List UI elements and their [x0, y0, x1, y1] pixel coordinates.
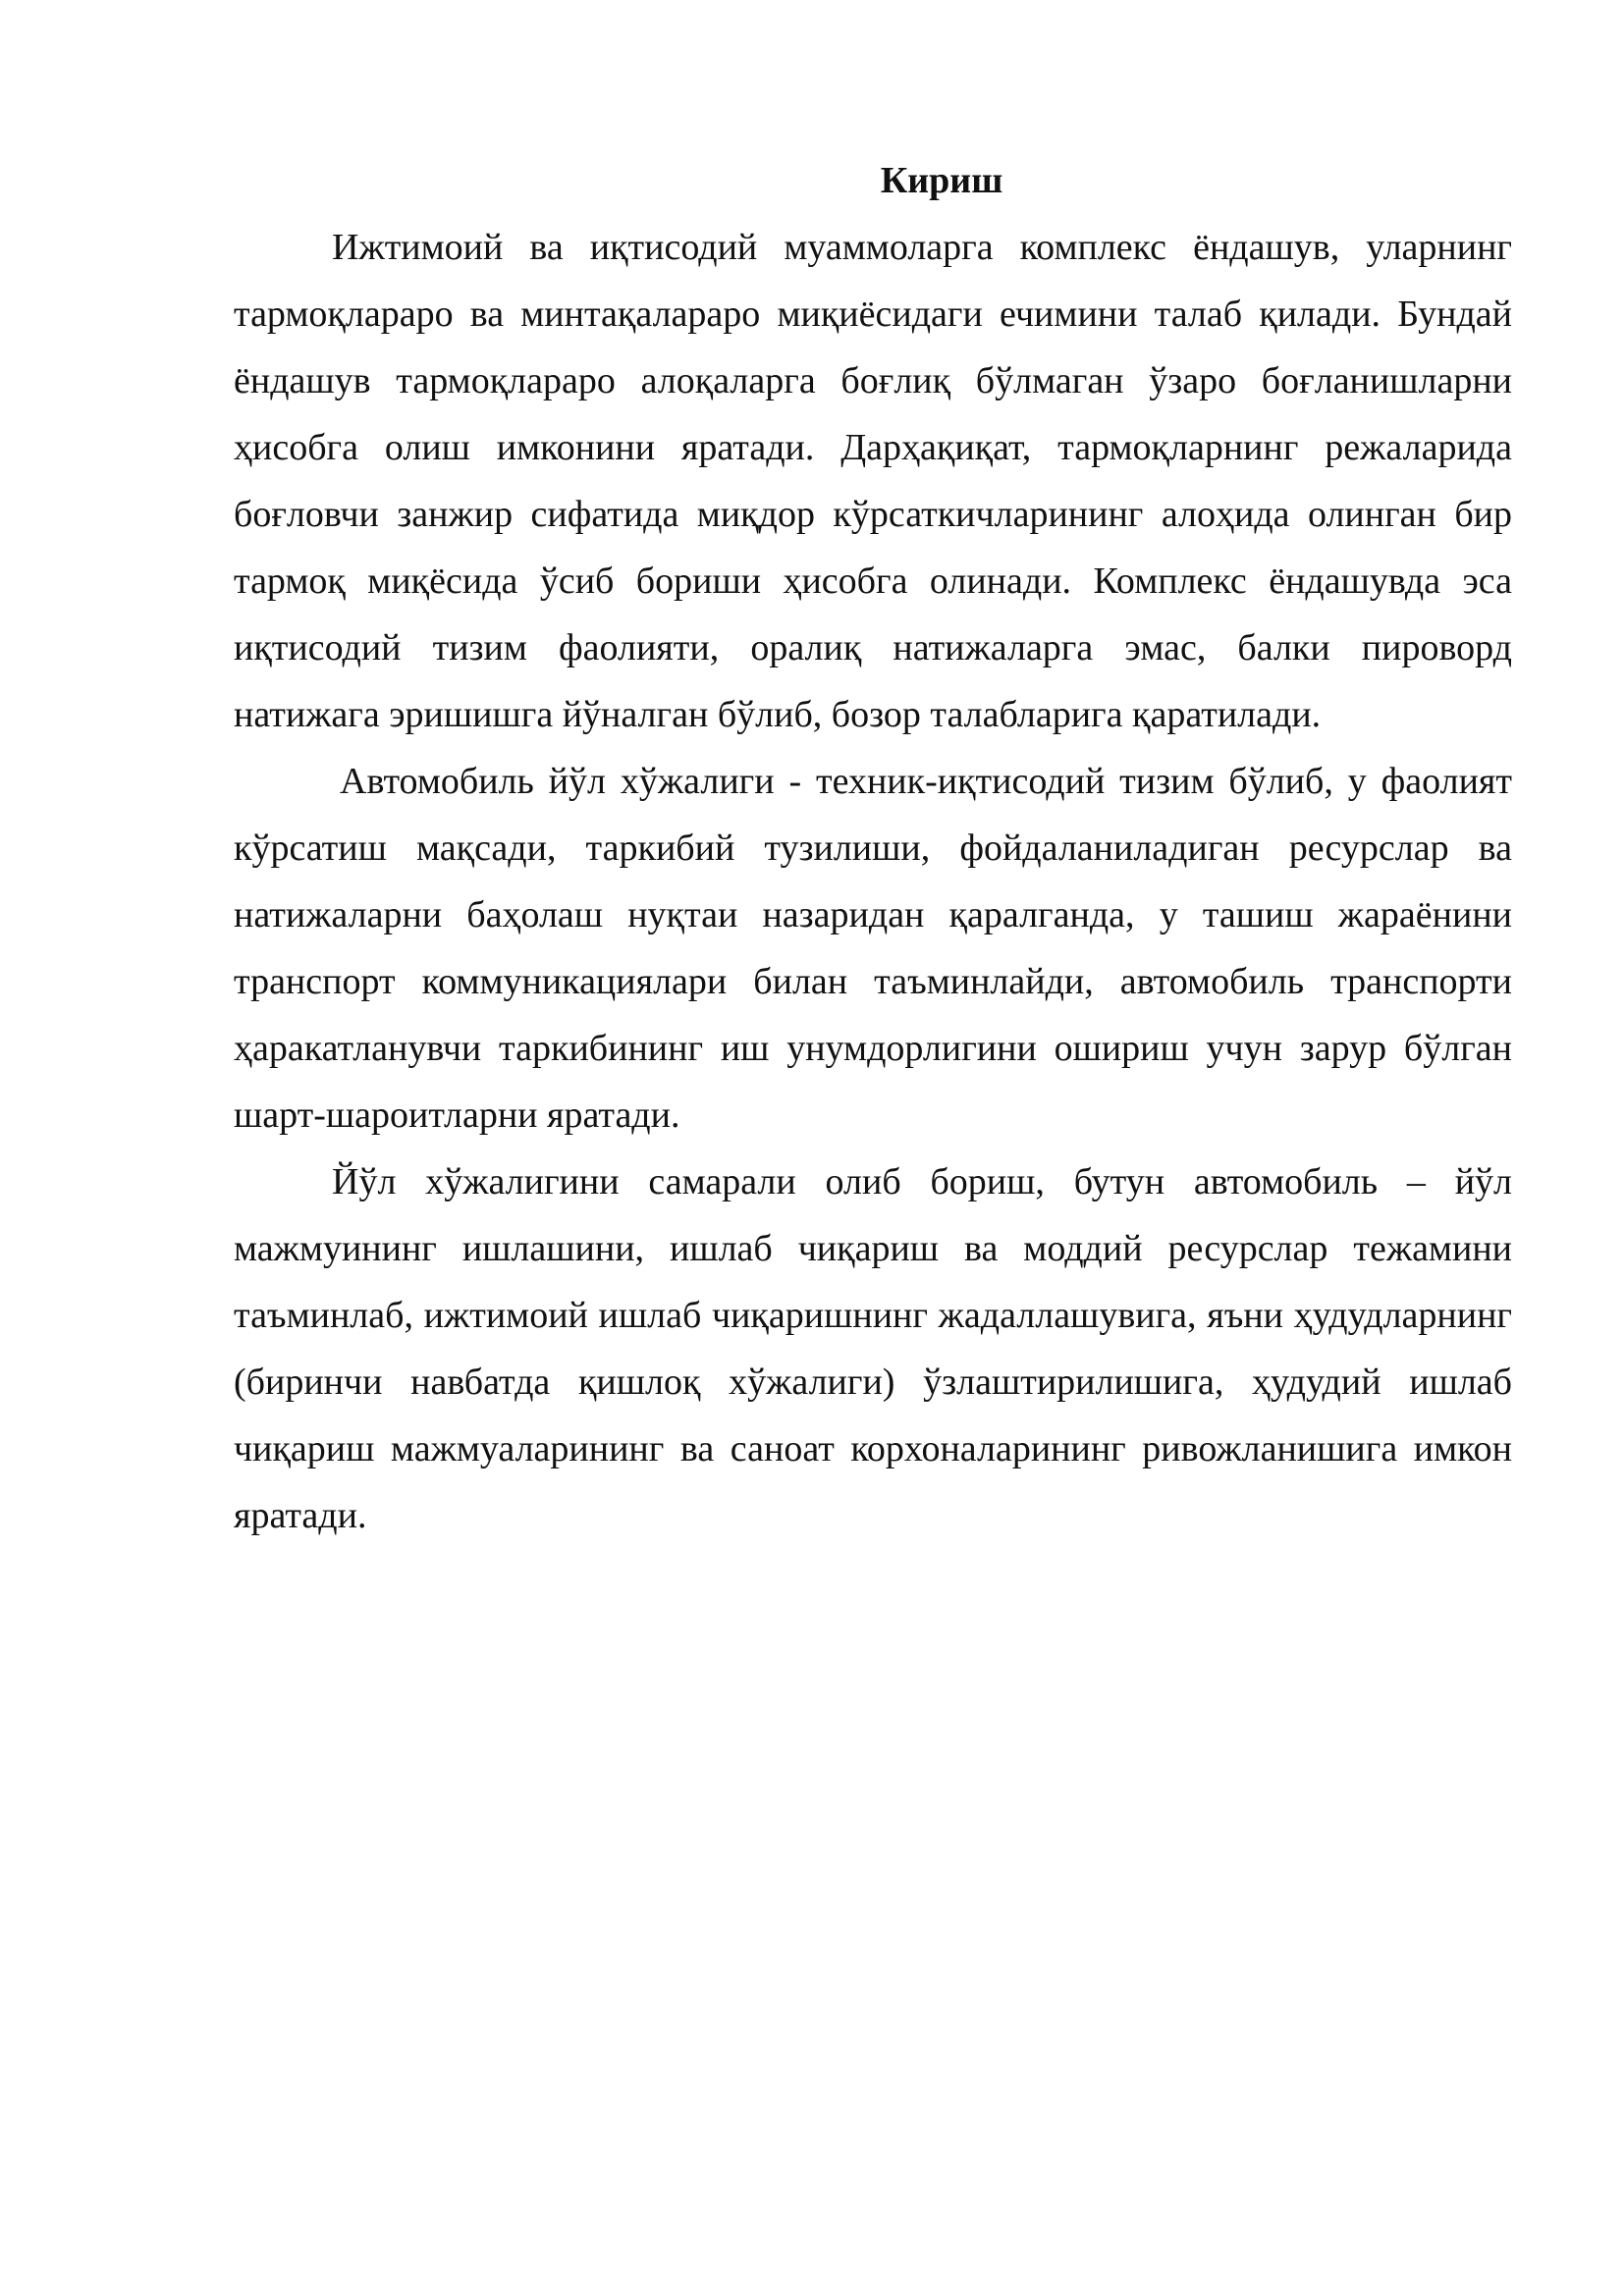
paragraph-3: Йўл хўжалигини самарали олиб бориш, бутун автомобиль – йўл мажмуининг ишлашини, ишлаб чиқариш ва моддий ресурслар тежамини таъминлаб, ижтимоий ишлаб чиқаришнинг жадаллашувига, яъни ҳудудларнинг (биринчи навбатда қишлоқ хўжалиги) ўзлаштирилишига, ҳудудий ишлаб чиқариш мажмуаларининг ва саноат корхоналарининг ривожланишига имкон яратади. — [234, 1161, 1512, 1536]
paragraph-1: Ижтимоий ва иқтисодий муаммоларга комплекс ёндашув, уларнинг тармоқлараро ва минтақалараро миқиёсидаги ечимини талаб қилади. Бундай ёндашув тармоқлараро алоқаларга боғлиқ бўлмаган ўзаро боғланишларни ҳисобга олиш имконини яратади. Дарҳақиқат, тармоқларнинг режаларида боғловчи занжир сифатида миқдор кўрсаткичларининг алоҳида олинган бир тармоқ миқёсида ўсиб бориши ҳисобга олинади. Комплекс ёндашувда эса иқтисодий тизим фаолияти, оралиқ натижаларга эмас, балки пироворд натижага эришишга йўналган бўлиб, бозор талабларига қаратилади. — [234, 227, 1512, 735]
document-body — [234, 147, 1512, 1549]
paragraph-2: Автомобиль йўл хўжалиги - техник-иқтисодий тизим бўлиб, у фаолият кўрсатиш мақсади, таркибий тузилиши, фойдаланиладиган ресурслар ва натижаларни баҳолаш нуқтаи назаридан қаралганда, у ташиш жараёнини транспорт коммуникациялари билан таъминлайди, автомобиль транспорти ҳаракатланувчи таркибининг иш унумдорлигини ошириш учун зарур бўлган шарт-шароитларни яратади. — [234, 761, 1512, 1136]
page-title: Кириш — [880, 160, 1003, 201]
